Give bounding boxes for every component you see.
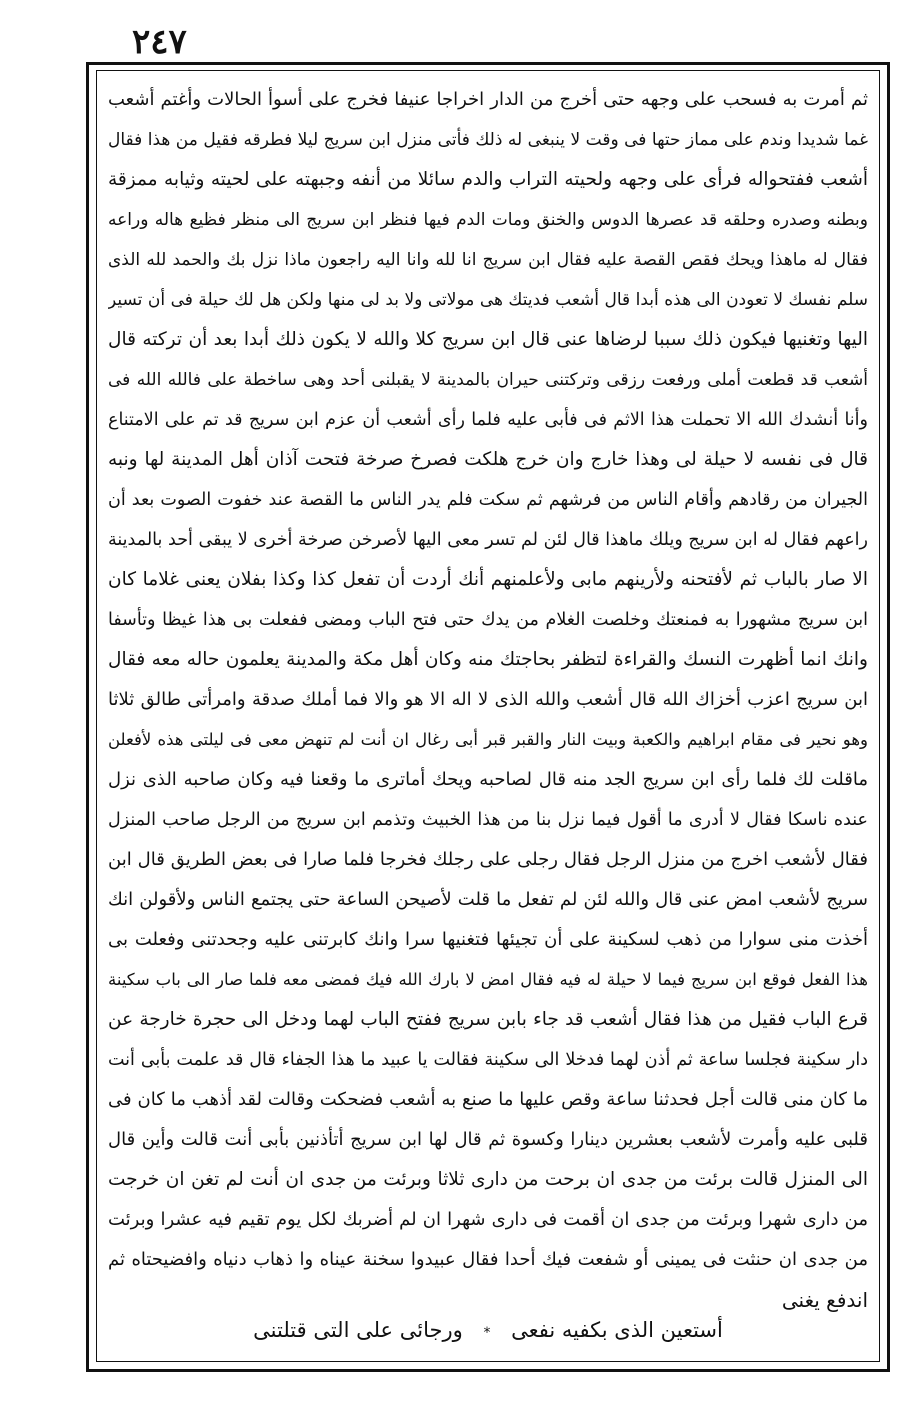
- body-line: غما شديدا وندم على مماز حتها فى وقت لا ينبغى له ذلك فأتى منزل ابن سريج ليلا فطرقه فقيل من هذا فقال: [108, 130, 868, 150]
- body-line: ماقلت لك فلما رأى ابن سريج الجد منه قال لصاحبه ويحك أماترى ما وقعنا فيه وكان صاحبه الذى نزل: [108, 769, 868, 790]
- page-number: ٢٤٧: [132, 22, 187, 62]
- body-line: الا صار بالباب ثم لأفتحنه ولأرينهم مابى ولأعلمنهم أنك أردت أن تفعل كذا وكذا بفلان يعنى غلاما كان: [108, 569, 868, 590]
- body-line: فقال لأشعب اخرج من منزل الرجل فقال رجلى على رجلك فخرجا فلما صارا فى بعض الطريق قال ابن: [108, 849, 868, 870]
- verse-right-hemistich: أستعين الذى بكفيه نفعى: [511, 1318, 723, 1342]
- body-line: من دارى شهرا وبرئت من جدى ان أقمت فى دارى شهرا ان لم أضربك لكل يوم تقيم فيه عشرا وبرئت: [108, 1209, 868, 1230]
- body-line: الجيران من رقادهم وأقام الناس من فرشهم ثم سكت فلم يدر الناس ما القصة عند خفوت الصوت بعد أن: [108, 490, 868, 510]
- verse-separator: *: [483, 1325, 491, 1341]
- body-line: اندفع يغنى: [781, 1288, 868, 1312]
- body-line: هذا الفعل فوقع ابن سريج فيما لا حيلة له فيه فقال امض لا بارك الله فيك فمضى معه فلما صار الى باب سكينة: [108, 970, 868, 989]
- body-line: قرع الباب فقيل من هذا فقال أشعب قد جاء بابن سريج ففتح الباب لهما ودخل الى حجرة خارجة عن: [108, 1009, 868, 1030]
- body-text: [108, 80, 868, 1320]
- body-line: سريج لأشعب امض عنى قال والله لئن لم تفعل ما قلت لأصيحن الساعة حتى يجتمع الناس ولأقولن انك: [108, 889, 868, 910]
- body-line: أشعب ففتحواله فرأى على وجهه ولحيته التراب والدم سائلا من أنفه وجبهته على لحيته وثيابه ممزقة: [108, 169, 868, 190]
- body-line: ما كان منى قالت أجل فحدثنا ساعة وقص عليها ما صنع به أشعب فضحكت وقالت لقد أذهب ما كان فى: [108, 1089, 868, 1110]
- body-line: اليها وتغنيها فيكون ذلك سببا لرضاها عنى قال ابن سريج كلا والله لا يكون ذلك أبدا بعد أن تركته قال: [108, 329, 868, 350]
- body-line: ثم أمرت به فسحب على وجهه حتى أخرج من الدار اخراجا عنيفا فخرج على أسوأ الحالات وأغتم أشعب: [108, 89, 868, 110]
- body-line: قلبى عليه وأمرت لأشعب بعشرين دينارا وكسوة ثم قال لها ابن سريج أتأذنين بأبى أنت قالت وأين قال: [108, 1129, 868, 1150]
- body-line: وانك انما أظهرت النسك والقراءة لتظفر بحاجتك منه وكان أهل مكة والمدينة يعلمون حاله معه فقال: [108, 649, 868, 670]
- body-line: راعهم فقال له ابن سريج ويلك ماهذا قال لئن لم تسر معى اليها لأصرخن صرخة أخرى لا يبقى أحد بالمدينة: [108, 530, 868, 550]
- body-line: وهو نحير فى مقام ابراهيم والكعبة وبيت النار والقبر قبر أبى رغال ان أنت لم تنهض معى فى ليلتى هذه لأفعلن: [108, 730, 868, 749]
- body-line: أخذت منى سوارا من ذهب لسكينة على أن تجيئها فتغنيها سرا وانك كابرتنى عليه وجحدتنى وفعلت بى: [108, 929, 868, 950]
- body-line: أشعب قد قطعت أملى ورفعت رزقى وتركتنى حيران بالمدينة لا يقبلنى أحد وهى ساخطة على فالله الله فى: [108, 370, 868, 390]
- body-line: سلم نفسك لا تعودن الى هذه أبدا قال أشعب فديتك هى مولاتى ولا بد لى منها ولكن هل لك حيلة فى أن تسير: [108, 290, 868, 310]
- body-line: الى المنزل قالت برئت من جدى ان برحت من دارى ثلاثا وبرئت من جدى ان أنت لم تغن ان خرجت: [108, 1169, 868, 1190]
- body-line: وبطنه وصدره وحلقه قد عصرها الدوس والخنق ومات الدم فيها فنظر ابن سريج الى منظر فظيع هاله وراعه: [108, 210, 868, 230]
- body-line: ابن سريج مشهورا به فمنعتك وخلصت الغلام من يدك حتى فتح الباب ومضى ففعلت بى هذا غيظا وتأسفا: [108, 610, 868, 630]
- verse-left-hemistich: ورجائى على التى قتلتنى: [253, 1318, 463, 1342]
- body-line: ابن سريج اعزب أخزاك الله قال أشعب والله الذى لا اله الا هو والا فما أملك صدقة وامرأتى طالق ثلاثا: [108, 689, 868, 710]
- body-line: فقال له ماهذا ويحك فقص القصة عليه فقال ابن سريج انا لله وانا اليه راجعون ماذا نزل بك والحمد لله الذى: [108, 250, 868, 270]
- body-line: عنده ناسكا فقال لا أدرى ما أقول فيما نزل بنا من هذا الخبيث وتذمم ابن سريج من الرجل صاحب المنزل: [108, 810, 868, 830]
- body-line: وأنا أنشدك الله الا تحملت هذا الاثم فى فأبى عليه فلما رأى أشعب أن عزم ابن سريج قد تم على الامتناع: [108, 410, 868, 430]
- body-line: قال فى نفسه لا حيلة لى وهذا خارج وان خرج هلكت فصرخ صرخة فتحت آذان أهل المدينة لها ونبه: [108, 449, 868, 470]
- body-line: من جدى ان حنثت فى يمينى أو شفعت فيك أحدا فقال عبيدوا سخنة عيناه وا ذهاب دنياه وافضيحتاه ثم: [108, 1249, 868, 1270]
- body-line: دار سكينة فجلسا ساعة ثم أذن لهما فدخلا الى سكينة فقالت يا عبيد ما هذا الجفاء قال قد علمت بأبى أنت: [108, 1050, 868, 1070]
- verse-line: [108, 1310, 868, 1353]
